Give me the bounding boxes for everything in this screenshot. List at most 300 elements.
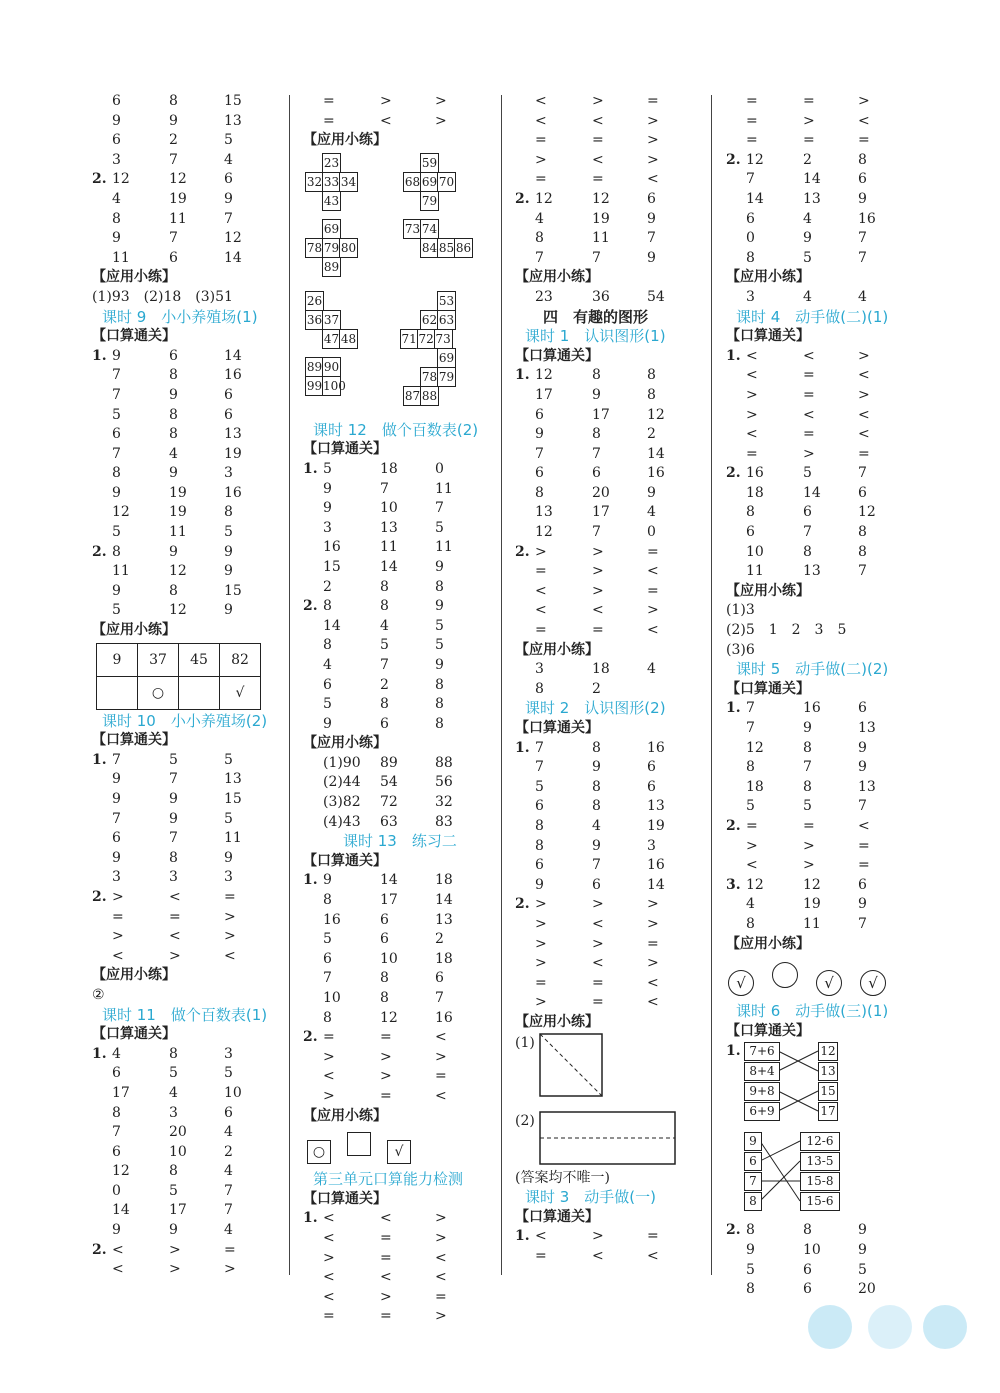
answer-value: 12 (535, 190, 553, 207)
answer-value: 8 (647, 386, 656, 403)
answer-value: 6 (858, 876, 867, 893)
answer-row (303, 1249, 498, 1269)
answer-value: 9 (535, 876, 544, 893)
answer-row (726, 445, 916, 465)
answer-value: 5 (112, 406, 121, 423)
answer-value: 13 (858, 778, 876, 795)
left-expression-box: 9 (744, 1132, 762, 1151)
answer-value: > (380, 93, 392, 109)
answer-row (515, 503, 705, 523)
answer-row (303, 558, 498, 578)
answer-value: 18 (592, 661, 610, 678)
answer-value: > (803, 445, 815, 462)
question-number: 1. (303, 1210, 318, 1227)
left-expression-box: 9+8 (744, 1082, 780, 1101)
answer-row (92, 1064, 282, 1084)
answer-value: 83 (435, 813, 453, 830)
answer-row (726, 249, 916, 269)
answer-value: 8 (592, 426, 601, 443)
answer-row (726, 739, 916, 759)
section-heading: 【应用小练】 (303, 735, 387, 752)
answer-value: > (746, 837, 758, 854)
answer-value: 6 (169, 249, 178, 266)
answer-value: 4 (746, 896, 755, 913)
answer-value: > (435, 93, 447, 109)
answer-value: 15 (224, 791, 242, 807)
answer-value: 16 (224, 484, 242, 501)
answer-value: = (435, 1068, 447, 1085)
answer-value: 9 (647, 484, 656, 501)
answer-value: > (323, 1249, 335, 1266)
answer-value: 8 (592, 798, 601, 815)
section-heading: 【口算通关】 (92, 1026, 176, 1043)
question-number: 2. (515, 896, 530, 913)
answer-value: 4 (647, 661, 656, 678)
answer-value: 7 (323, 970, 332, 987)
answer-value: < (435, 1029, 447, 1046)
lesson-title: 课时 9 小小养殖场(1) (102, 307, 258, 326)
answer-value: 8 (169, 1045, 178, 1062)
answer-value: > (592, 1228, 604, 1245)
answer-value: < (858, 112, 870, 129)
answer-value: 12 (112, 1163, 130, 1180)
answer-value: 72 (380, 794, 398, 811)
answer-value: = (803, 386, 815, 403)
answer-row (303, 930, 498, 950)
answer-value: 10 (746, 543, 764, 560)
answer-row (92, 347, 282, 367)
question-number: 2. (92, 1241, 107, 1258)
answer-value: 8 (858, 524, 867, 541)
answer-value: 9 (112, 230, 121, 247)
answer-value: 8 (380, 970, 389, 987)
answer-value: 7 (746, 171, 755, 188)
answer-value: 6 (803, 1281, 812, 1298)
answer-row (92, 888, 282, 908)
question-number: 1. (515, 739, 530, 756)
answer-value: 7 (858, 563, 867, 580)
answer-circle: √ (816, 970, 842, 996)
answer-value: = (592, 622, 604, 639)
answer-value: 16 (323, 539, 341, 556)
answer-value: < (535, 1228, 547, 1245)
answer-value: 5 (224, 132, 233, 149)
answer-value: 88 (435, 754, 453, 771)
answer-value: 11 (746, 563, 764, 580)
answer-value: 8 (224, 504, 233, 521)
answer-row (515, 954, 705, 974)
grid-number-box: 47 (322, 329, 341, 349)
answer-row (303, 695, 498, 715)
answer-row (92, 543, 282, 563)
answer-row (303, 1307, 498, 1327)
grid-number-box: 89 (305, 357, 324, 377)
answer-value: > (323, 1048, 335, 1065)
answer-value: = (435, 1288, 447, 1305)
section-heading: 【应用小练】 (92, 622, 176, 639)
answer-row (726, 131, 916, 151)
answer-value: < (112, 1261, 124, 1278)
answer-value: 3 (535, 661, 544, 678)
answer-value: > (224, 908, 236, 925)
answer-value: 5 (323, 931, 332, 948)
answer-value: 12 (803, 876, 821, 893)
answer-row (92, 92, 282, 112)
answer-value: 17 (592, 406, 610, 423)
answer-value: 10 (803, 1241, 821, 1258)
answer-value: < (647, 563, 659, 580)
answer-text: ② (92, 986, 105, 1003)
answer-value: > (803, 112, 815, 129)
answer-row (726, 876, 916, 896)
answer-value: 16 (858, 210, 876, 227)
answer-value: 13 (224, 771, 242, 788)
answer-row (726, 523, 916, 543)
answer-row (303, 989, 498, 1009)
answer-value: 18 (380, 460, 398, 477)
question-number: 1. (92, 347, 107, 364)
answer-value: 8 (592, 778, 601, 795)
answer-value: 8 (435, 676, 444, 693)
answer-row (303, 1209, 498, 1229)
answer-value: = (535, 132, 547, 149)
answer-value: = (323, 93, 335, 109)
answer-row (303, 773, 498, 793)
answer-value: 14 (647, 876, 665, 893)
answer-value: > (435, 1229, 447, 1246)
answer-value: 9 (803, 720, 812, 736)
answer-value: 3 (169, 869, 178, 886)
answer-value: 2 (592, 680, 601, 697)
answer-row (92, 770, 282, 790)
answer-row (726, 562, 916, 582)
answer-row (303, 1087, 498, 1107)
grid-number-box: 59 (420, 153, 439, 173)
right-value-box: 17 (818, 1102, 838, 1121)
answer-row (92, 170, 282, 190)
answer-row (726, 425, 916, 445)
lesson-title: 课时 4 动手做(二)(1) (736, 307, 889, 326)
answer-value: 6 (647, 759, 656, 776)
answer-row (92, 1201, 282, 1221)
answer-value: 9 (169, 810, 178, 827)
answer-value: < (592, 112, 604, 129)
answer-row (515, 170, 705, 190)
lesson-title: 课时 6 动手做(三)(1) (736, 1002, 889, 1021)
answer-value: 19 (647, 817, 665, 834)
answer-value: 6 (535, 465, 544, 482)
answer-row (92, 445, 282, 465)
answer-row (303, 578, 498, 598)
answer-value: 6 (380, 911, 389, 928)
answer-value: > (592, 896, 604, 913)
answer-value: 0 (112, 1182, 121, 1199)
answer-row (92, 1123, 282, 1143)
answer-value: (1)90 (323, 754, 361, 771)
answer-value: 6 (323, 676, 332, 693)
answer-value: 12 (535, 367, 553, 384)
answer-value: > (380, 1288, 392, 1305)
answer-row (515, 582, 705, 602)
section-heading: 【口算通关】 (92, 328, 176, 345)
answer-value: 7 (112, 367, 121, 384)
answer-value: 2 (323, 578, 332, 595)
answer-value: 9 (592, 759, 601, 776)
section-heading: 【应用小练】 (726, 582, 810, 599)
answer-value: 7 (535, 445, 544, 462)
answer-value: < (169, 888, 181, 905)
answer-value: = (323, 112, 335, 129)
answer-value: 19 (224, 445, 242, 462)
answer-row (515, 210, 705, 230)
lesson-title: 课时 5 动手做(二)(2) (736, 660, 889, 679)
answer-value: 7 (169, 830, 178, 847)
right-value-box: 15-6 (800, 1192, 840, 1211)
answer-value: = (169, 908, 181, 925)
answer-value: 2 (380, 676, 389, 693)
answer-value: 11 (380, 539, 398, 556)
answer-row (92, 829, 282, 849)
answer-value: 20 (592, 484, 610, 501)
answer-value: < (535, 93, 547, 109)
answer-value: 9 (323, 872, 332, 889)
answer-row (726, 1261, 916, 1281)
answer-row (303, 793, 498, 813)
answer-row (726, 895, 916, 915)
answer-row (515, 406, 705, 426)
answer-value: 4 (224, 1163, 233, 1180)
answer-value: 8 (746, 1222, 755, 1239)
answer-value: > (858, 386, 870, 403)
answer-value: 16 (224, 367, 242, 384)
answer-value: 4 (169, 445, 178, 462)
answer-row (726, 347, 916, 367)
answer-value: 17 (112, 1084, 130, 1101)
section-heading: 【应用小练】 (726, 269, 810, 286)
answer-row (515, 837, 705, 857)
answer-value: 9 (858, 759, 867, 776)
answer-value: = (647, 935, 659, 952)
right-value-box: 15 (818, 1082, 838, 1101)
answer-value: 7 (112, 445, 121, 462)
answer-row (726, 915, 916, 935)
answer-value: 5 (224, 751, 233, 768)
grid-number-box: 79 (437, 367, 456, 387)
answer-value: < (435, 1249, 447, 1266)
answer-value: 7 (224, 210, 233, 227)
answer-value: 36 (592, 288, 610, 305)
answer-value: 5 (535, 778, 544, 795)
answer-value: 7 (535, 739, 544, 756)
answer-value: 5 (112, 602, 121, 619)
question-number: 3. (726, 876, 741, 893)
answer-row (726, 288, 916, 308)
answer-value: (3)82 (323, 794, 361, 811)
answer-value: 10 (380, 500, 398, 517)
answer-value: 9 (112, 771, 121, 788)
answer-value: < (323, 1269, 335, 1286)
grid-number-box: 80 (339, 238, 358, 258)
answer-value: > (535, 935, 547, 952)
grid-number-box: 37 (322, 310, 341, 330)
answer-value: 6 (746, 524, 755, 541)
answer-value: 8 (169, 582, 178, 599)
answer-value: > (112, 888, 124, 905)
grid-number-box: 36 (305, 310, 324, 330)
answer-row (726, 229, 916, 249)
answer-value: 5 (224, 524, 233, 541)
grid-number-box: 79 (322, 238, 341, 258)
answer-value: 7 (112, 751, 121, 768)
answer-value: > (535, 151, 547, 168)
answer-value: 4 (224, 1222, 233, 1239)
answer-value: 12 (535, 524, 553, 541)
answer-value: 13 (435, 911, 453, 928)
answer-value: 8 (112, 543, 121, 560)
grid-number-box: 43 (322, 191, 341, 211)
answer-value: 13 (224, 112, 242, 129)
answer-value: < (435, 1087, 447, 1104)
answer-row (726, 797, 916, 817)
answer-row (515, 895, 705, 915)
answer-row (303, 1067, 498, 1087)
answer-value: 18 (435, 950, 453, 967)
answer-value: 6 (535, 798, 544, 815)
answer-value: 12 (746, 739, 764, 756)
answer-value: = (803, 817, 815, 834)
matching-figure (726, 1041, 916, 1131)
answer-value: 18 (435, 872, 453, 889)
answer-value: 8 (535, 230, 544, 247)
answer-row (515, 288, 705, 308)
answer-value: > (647, 896, 659, 913)
answer-value: 12 (746, 151, 764, 168)
answer-value: < (592, 955, 604, 972)
answer-row (303, 597, 498, 617)
answer-value: 9 (224, 849, 233, 866)
grid-number-box: 34 (339, 172, 358, 192)
answer-value: 8 (112, 210, 121, 227)
answer-value: 54 (647, 288, 665, 305)
answer-value: < (647, 1247, 659, 1264)
answer-value: 63 (380, 813, 398, 830)
shape-figure (515, 1033, 705, 1111)
answer-value: < (323, 1068, 335, 1085)
answer-value: > (592, 563, 604, 580)
answer-row (515, 523, 705, 543)
answer-row (303, 656, 498, 676)
answer-value: 8 (169, 1163, 178, 1180)
answer-row (515, 797, 705, 817)
answer-value: = (803, 426, 815, 443)
question-number: 1. (303, 460, 318, 477)
answer-value: 9 (592, 386, 601, 403)
answer-row (92, 190, 282, 210)
question-number: 2. (303, 598, 318, 615)
answer-row (726, 386, 916, 406)
answer-row (92, 425, 282, 445)
answer-value: > (435, 1048, 447, 1065)
answer-value: > (592, 543, 604, 560)
answer-value: 5 (224, 810, 233, 827)
answer-value: 7 (169, 151, 178, 168)
answer-value: 9 (647, 210, 656, 227)
answer-value: < (435, 1269, 447, 1286)
section-heading: 【应用小练】 (92, 967, 176, 984)
grid-number-box: 69 (437, 348, 456, 368)
grid-number-box: 73 (434, 329, 453, 349)
answer-value: 4 (169, 1084, 178, 1101)
answer-row (92, 210, 282, 230)
answer-row (515, 562, 705, 582)
answer-value: 2 (435, 931, 444, 948)
section-heading: 【口算通关】 (515, 347, 599, 364)
answer-value: 14 (803, 171, 821, 188)
answer-value: 5 (169, 751, 178, 768)
answer-value: 3 (112, 869, 121, 886)
answer-row (726, 210, 916, 230)
section-heading: 【应用小练】 (515, 269, 599, 286)
answer-value: 8 (746, 759, 755, 776)
answer-value: < (647, 974, 659, 991)
answer-value: 16 (323, 911, 341, 928)
question-number: 1. (303, 872, 318, 889)
answer-row (515, 190, 705, 210)
answer-row (515, 935, 705, 955)
answer-value: > (592, 582, 604, 599)
answer-value: 7 (592, 445, 601, 462)
answer-row (303, 1009, 498, 1029)
answer-row (92, 229, 282, 249)
answer-row (303, 92, 498, 112)
answer-value: 5 (746, 798, 755, 815)
answer-value: 4 (858, 288, 867, 305)
answer-row (515, 131, 705, 151)
answer-value: 9 (592, 837, 601, 854)
answer-value: 14 (803, 484, 821, 501)
answer-row (515, 386, 705, 406)
section-heading: 【口算通关】 (303, 441, 387, 458)
answer-value: = (535, 622, 547, 639)
answer-value: 12 (224, 230, 242, 247)
answer-value: 6 (112, 1143, 121, 1160)
answer-value: > (169, 1241, 181, 1258)
section-heading: 【应用小练】 (303, 132, 387, 149)
answer-value: 11 (169, 524, 187, 541)
answer-value: 6 (858, 171, 867, 188)
answer-row (726, 484, 916, 504)
answer-row (92, 582, 282, 602)
answer-value: 8 (647, 367, 656, 384)
answer-row (92, 484, 282, 504)
answer-value: 5 (746, 1261, 755, 1278)
answer-row (303, 813, 498, 833)
answer-value: = (323, 1029, 335, 1046)
question-number: 1. (726, 1043, 741, 1060)
answer-value: > (169, 1261, 181, 1278)
answer-value: = (746, 93, 758, 109)
answer-row (515, 229, 705, 249)
answer-value: = (535, 974, 547, 991)
section-heading: 【口算通关】 (92, 732, 176, 749)
answer-value: 9 (647, 249, 656, 266)
answer-value: = (647, 1228, 659, 1245)
answer-value: (2)44 (323, 774, 361, 791)
answer-value: 3 (746, 288, 755, 305)
answer-value: < (647, 994, 659, 1011)
answer-row (515, 543, 705, 563)
answer-value: 3 (224, 869, 233, 886)
